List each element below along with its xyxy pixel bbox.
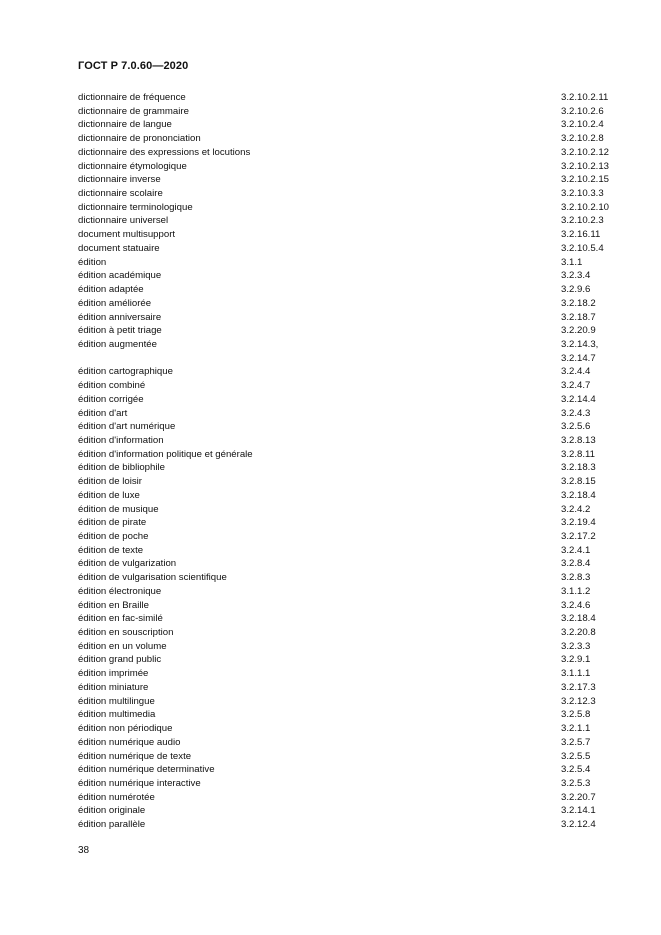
index-term: dictionnaire de prononciation	[78, 133, 201, 145]
index-references	[561, 407, 590, 421]
index-reference: 3.2.10.3.3	[561, 188, 604, 200]
index-references	[561, 475, 596, 489]
index-reference: 3.2.5.5	[561, 750, 591, 762]
index-entry	[78, 434, 614, 448]
index-term: édition électronique	[78, 585, 162, 597]
index-references	[561, 777, 590, 791]
index-references	[561, 379, 590, 393]
index-entry	[78, 489, 614, 503]
index-reference: 3.2.9.1	[561, 654, 591, 666]
index-entry	[78, 777, 614, 791]
index-references	[561, 763, 590, 777]
index-term: édition de musique	[78, 503, 159, 515]
index-references	[561, 283, 590, 297]
index-references	[561, 750, 590, 764]
index-references	[561, 324, 596, 338]
index-reference: 3.2.10.2.8	[561, 133, 604, 145]
index-reference: 3.2.10.2.4	[561, 119, 604, 131]
index-entry	[78, 557, 614, 571]
index-entry	[78, 791, 614, 805]
index-entry	[78, 448, 614, 462]
index-reference: 3.2.3.3	[561, 640, 591, 652]
index-entry	[78, 214, 614, 228]
index-reference: 3.2.4.7	[561, 380, 591, 392]
index-reference: 3.1.1.1	[561, 668, 591, 680]
index-references	[561, 269, 590, 283]
index-term: document multisupport	[78, 229, 176, 241]
index-term: édition en Braille	[78, 599, 149, 611]
index-term: édition cartographique	[78, 366, 173, 378]
index-term: dictionnaire inverse	[78, 174, 161, 186]
index-entry	[78, 393, 614, 407]
index-term: édition d'information politique et générale	[78, 448, 253, 460]
index-entry	[78, 544, 614, 558]
index-references	[561, 420, 590, 434]
index-term: édition académique	[78, 270, 162, 282]
index-references	[561, 791, 596, 805]
index-entry	[78, 750, 614, 764]
index-references	[561, 489, 596, 503]
index-term: édition numérique de texte	[78, 750, 192, 762]
index-entry	[78, 640, 614, 654]
index-reference: 3.2.1.1	[561, 723, 591, 735]
index-entry	[78, 530, 614, 544]
index-reference: 3.2.18.4	[561, 613, 596, 625]
index-term: édition parallèle	[78, 819, 146, 831]
index-term: dictionnaire universel	[78, 215, 169, 227]
index-reference: 3.2.4.4	[561, 366, 591, 378]
index-entry	[78, 708, 614, 722]
index-references	[561, 242, 604, 256]
index-term: édition numérotée	[78, 791, 155, 803]
index-entry	[78, 503, 614, 517]
index-term: édition en un volume	[78, 640, 167, 652]
index-entry	[78, 160, 614, 174]
index-entry	[78, 105, 614, 119]
index-entry	[78, 407, 614, 421]
index-entry	[78, 585, 614, 599]
index-references	[561, 653, 590, 667]
index-entry	[78, 297, 614, 311]
index-term: édition de loisir	[78, 476, 142, 488]
index-reference: 3.2.5.6	[561, 421, 591, 433]
index-term: édition de pirate	[78, 517, 147, 529]
index-references	[561, 708, 590, 722]
index-term: édition d'art numérique	[78, 421, 176, 433]
index-reference: 3.2.5.4	[561, 764, 591, 776]
index-term: édition d'information	[78, 434, 164, 446]
index-entry	[78, 187, 614, 201]
index-reference: 3.2.8.11	[561, 448, 595, 460]
index-references	[561, 105, 604, 119]
index-references	[561, 338, 598, 365]
index-references	[561, 667, 590, 681]
index-term: édition numérique audio	[78, 736, 181, 748]
index-references	[561, 503, 590, 517]
index-term: dictionnaire des expressions et locutions	[78, 146, 251, 158]
page-number: 38	[78, 845, 90, 856]
index-reference: 3.2.4.3	[561, 407, 591, 419]
index-term: dictionnaire de fréquence	[78, 92, 186, 103]
index-references	[561, 722, 590, 736]
index-reference: 3.2.17.2	[561, 531, 596, 542]
index-references	[561, 91, 608, 105]
index-term: dictionnaire scolaire	[78, 188, 163, 200]
index-reference: 3.2.5.7	[561, 736, 591, 748]
index-references	[561, 516, 596, 530]
index-entry	[78, 228, 614, 242]
index-references	[561, 804, 596, 818]
index-references	[561, 201, 609, 215]
index-entry	[78, 420, 614, 434]
index-term: édition augmentée	[78, 338, 157, 350]
index-references	[561, 736, 590, 750]
index-term: édition non périodique	[78, 723, 173, 735]
index-reference: 3.2.4.2	[561, 503, 591, 515]
page-header: ГОСТ Р 7.0.60—2020	[78, 60, 189, 72]
index-references	[561, 132, 604, 146]
index-reference: 3.2.12.4	[561, 819, 596, 831]
index-entry	[78, 242, 614, 256]
index-reference: 3.2.12.3	[561, 695, 596, 707]
index-term: édition de vulgarisation scientifique	[78, 572, 227, 584]
index-references	[561, 448, 595, 462]
index-reference: 3.2.14.4	[561, 393, 596, 405]
index-references	[561, 557, 590, 571]
index-reference: 3.2.14.7	[561, 352, 596, 364]
index-references	[561, 434, 596, 448]
index-reference: 3.2.5.8	[561, 709, 591, 721]
index-reference: 3.2.10.2.11	[561, 92, 609, 103]
index-term: édition grand public	[78, 654, 162, 666]
index-references	[561, 173, 609, 187]
index-reference: 3.2.3.4	[561, 270, 591, 282]
index-reference: 3.2.20.9	[561, 325, 596, 337]
index-references	[561, 681, 596, 695]
index-references	[561, 530, 596, 544]
index-references	[561, 393, 596, 407]
index-entry	[78, 269, 614, 283]
index-entry	[78, 118, 614, 132]
index-reference: 3.2.5.3	[561, 777, 591, 789]
index-term: édition originale	[78, 805, 146, 817]
index-term: édition multimedia	[78, 709, 156, 721]
index-references	[561, 695, 596, 709]
index-references	[561, 640, 590, 654]
index-entry	[78, 818, 614, 832]
index-entry	[78, 311, 614, 325]
index-entry	[78, 324, 614, 338]
index-term: édition améliorée	[78, 297, 152, 309]
index-entry	[78, 804, 614, 818]
index-entry	[78, 91, 614, 105]
index-references	[561, 160, 609, 174]
index-references	[561, 612, 596, 626]
index-entry	[78, 763, 614, 777]
index-reference: 3.2.18.3	[561, 462, 596, 474]
index-entry	[78, 461, 614, 475]
index-entry	[78, 132, 614, 146]
index-entry	[78, 667, 614, 681]
index-term: édition miniature	[78, 681, 149, 693]
index-reference: 3.2.10.2.15	[561, 174, 610, 186]
index-term: édition de luxe	[78, 489, 140, 501]
index-entry	[78, 365, 614, 379]
index-entry	[78, 736, 614, 750]
index-term: dictionnaire étymologique	[78, 160, 187, 172]
index-reference: 3.2.14.3,	[561, 338, 599, 350]
index-reference: 3.2.10.2.13	[561, 160, 610, 172]
index-reference: 3.2.10.2.10	[561, 201, 610, 213]
index-reference: 3.2.10.2.6	[561, 105, 604, 117]
index-term: document statuaire	[78, 242, 160, 254]
index-entry	[78, 256, 614, 270]
index-term: édition	[78, 256, 107, 268]
index-references	[561, 461, 596, 475]
index-reference: 3.2.20.8	[561, 627, 596, 639]
index-reference: 3.1.1.2	[561, 585, 591, 597]
index-term: édition corrigée	[78, 393, 144, 405]
index-reference: 3.2.18.4	[561, 489, 596, 501]
index-entry	[78, 201, 614, 215]
index-reference: 3.2.10.2.3	[561, 215, 604, 227]
index-references	[561, 571, 590, 585]
index-term: édition de vulgarization	[78, 558, 177, 570]
index-reference: 3.2.8.13	[561, 434, 596, 446]
index-reference: 3.2.20.7	[561, 791, 596, 803]
index-term: dictionnaire de grammaire	[78, 105, 189, 117]
index-term: dictionnaire de langue	[78, 119, 172, 131]
index-entry	[78, 653, 614, 667]
index-term: édition imprimée	[78, 668, 149, 680]
index-reference: 3.2.14.1	[561, 805, 596, 817]
index-entry	[78, 475, 614, 489]
index-references	[561, 585, 590, 599]
index-reference: 3.2.8.15	[561, 476, 596, 488]
index-reference: 3.2.10.5.4	[561, 242, 604, 254]
index-list	[78, 91, 614, 832]
index-references	[561, 626, 596, 640]
index-reference: 3.1.1	[561, 256, 583, 268]
index-term: édition de texte	[78, 544, 144, 556]
index-reference: 3.2.8.4	[561, 558, 591, 570]
index-term: édition de bibliophile	[78, 462, 165, 474]
index-term: édition combiné	[78, 380, 146, 392]
index-references	[561, 599, 590, 613]
index-reference: 3.2.10.2.12	[561, 146, 610, 158]
index-references	[561, 146, 609, 160]
index-term: édition d'art	[78, 407, 128, 419]
index-reference: 3.2.4.1	[561, 544, 591, 556]
index-reference: 3.2.8.3	[561, 572, 591, 584]
index-entry	[78, 626, 614, 640]
index-references	[561, 256, 582, 270]
index-references	[561, 311, 596, 325]
index-reference: 3.2.18.7	[561, 311, 596, 323]
index-term: dictionnaire terminologique	[78, 201, 193, 213]
index-reference: 3.2.19.4	[561, 517, 596, 529]
index-entry	[78, 516, 614, 530]
index-reference: 3.2.9.6	[561, 284, 591, 296]
index-entry	[78, 612, 614, 626]
index-term: édition anniversaire	[78, 311, 162, 323]
index-reference: 3.2.16.11	[561, 229, 601, 241]
index-reference: 3.2.18.2	[561, 297, 596, 309]
index-reference: 3.2.4.6	[561, 599, 591, 611]
index-references	[561, 228, 600, 242]
index-term: édition en fac-similé	[78, 613, 163, 625]
index-references	[561, 118, 604, 132]
index-references	[561, 214, 604, 228]
index-entry	[78, 681, 614, 695]
index-term: édition en souscription	[78, 627, 174, 639]
index-entry	[78, 338, 614, 365]
index-entry	[78, 283, 614, 297]
index-term: édition numérique determinative	[78, 764, 215, 776]
index-entry	[78, 599, 614, 613]
index-term: édition à petit triage	[78, 325, 162, 337]
index-term: édition de poche	[78, 531, 149, 542]
index-references	[561, 187, 604, 201]
index-references	[561, 297, 596, 311]
index-references	[561, 365, 590, 379]
index-entry	[78, 722, 614, 736]
index-entry	[78, 379, 614, 393]
index-references	[561, 818, 596, 832]
index-entry	[78, 695, 614, 709]
index-term: édition numérique interactive	[78, 777, 201, 789]
index-term: édition multilingue	[78, 695, 155, 707]
index-entry	[78, 146, 614, 160]
index-term: édition adaptée	[78, 284, 144, 296]
index-references	[561, 544, 590, 558]
index-entry	[78, 571, 614, 585]
index-entry	[78, 173, 614, 187]
index-reference: 3.2.17.3	[561, 681, 596, 693]
